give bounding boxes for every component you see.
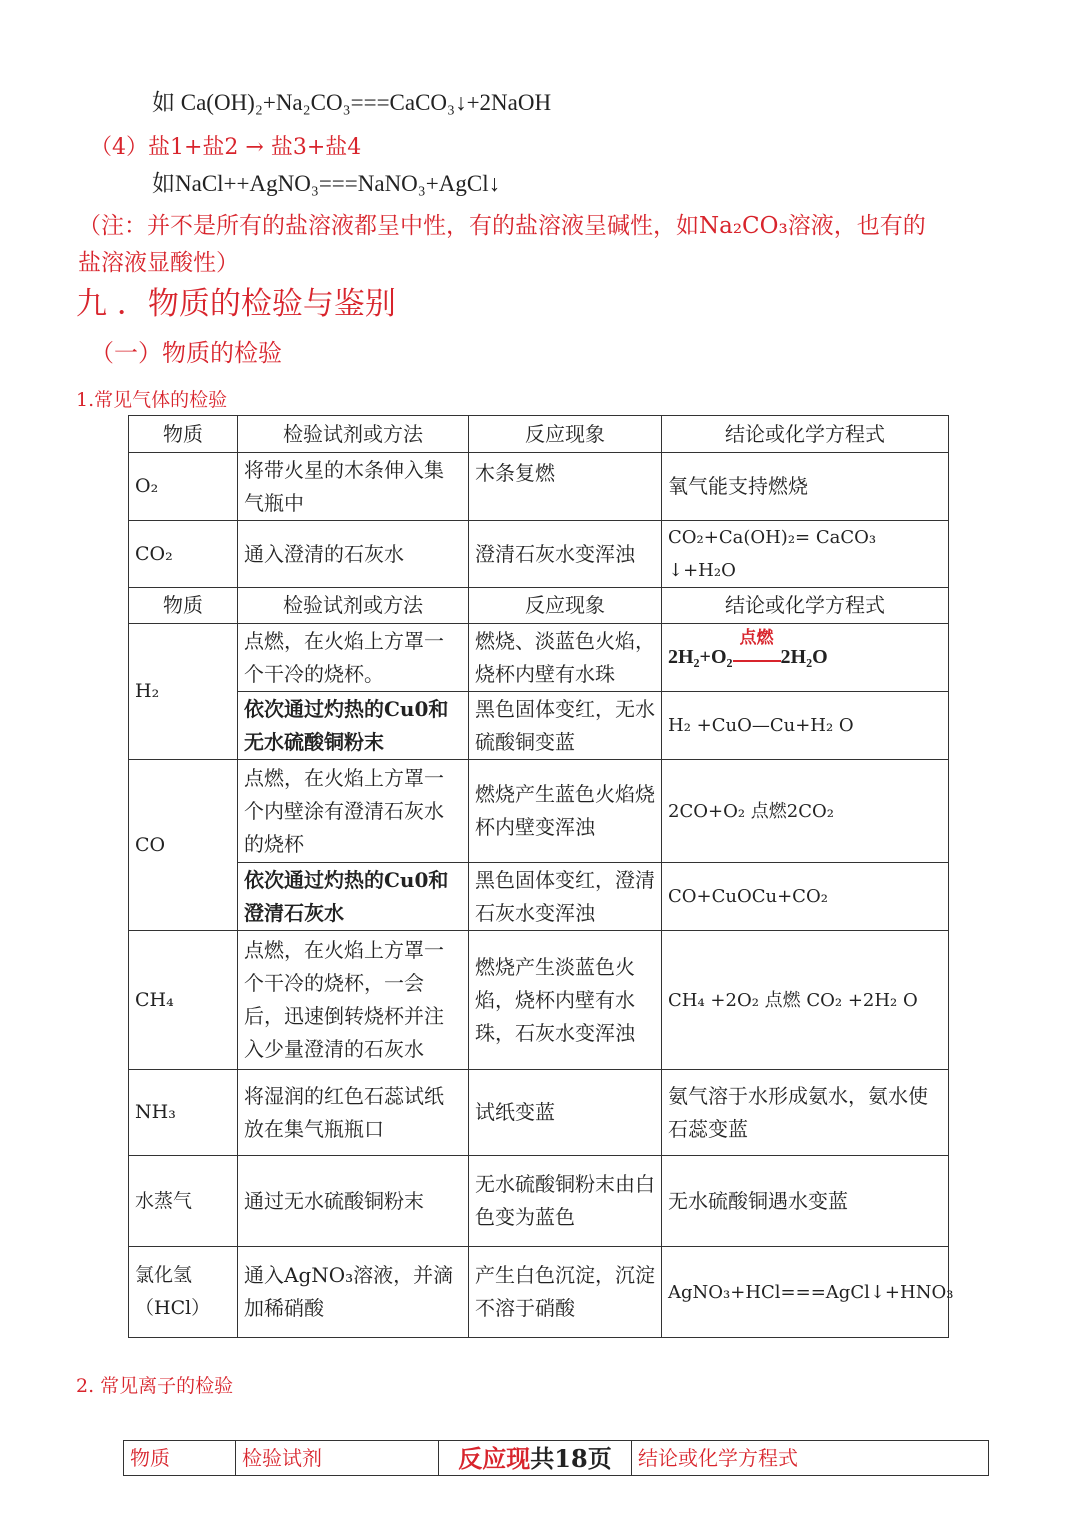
method-o2: 将带火星的木条伸入集气瓶中	[238, 453, 469, 521]
ion-header-substance: 物质	[124, 1441, 236, 1476]
method-co2: 通入澄清的石灰水	[238, 521, 469, 588]
method-hcl: 通入AgNO₃溶液，并滴加稀硝酸	[238, 1247, 469, 1338]
ion-test-table	[123, 1440, 989, 1476]
gas-test-table	[128, 415, 954, 1338]
table-row-co-reduction	[129, 863, 949, 931]
substance-o2: O₂	[129, 453, 238, 521]
substance-nh3: NH₃	[129, 1070, 238, 1156]
method-h2-combustion: 点燃，在火焰上方罩一个干冷的烧杯。	[238, 624, 469, 692]
conclusion-h2-combustion	[662, 624, 949, 692]
ion-header-conclusion: 结论或化学方程式	[632, 1441, 989, 1476]
table-header-row	[129, 416, 949, 453]
table-row-hcl	[129, 1247, 949, 1338]
example-equation-salt-base: 如 Ca(OH)₂+Na₂CO₃===CaCO₃↓+2NaOH	[152, 90, 552, 115]
ion-header-reagent: 检验试剂	[236, 1441, 439, 1476]
header-phenomenon: 反应现象	[469, 416, 662, 453]
page-count: 共18页	[530, 1443, 612, 1473]
ignition-condition	[733, 628, 781, 674]
conclusion-hcl: AgNO₃+HCl===AgCl↓+HNO₃	[662, 1247, 949, 1338]
subsection-title: （一）物质的检验	[90, 339, 282, 367]
phenomenon-o2: 木条复燃	[469, 453, 662, 521]
table-row-co-combustion	[129, 760, 949, 863]
substance-ch4: CH₄	[129, 931, 238, 1070]
ion-test-heading: 2. 常见离子的检验	[76, 1375, 234, 1397]
ion-header-phenomenon-label: 反应现	[458, 1443, 531, 1473]
phenomenon-co2: 澄清石灰水变浑浊	[469, 521, 662, 588]
conclusion-co-combustion: 2CO+O₂ 点燃2CO₂	[662, 760, 949, 863]
reaction-arrow-bar	[733, 654, 781, 662]
phenomenon-co-reduction: 黑色固体变红，澄清石灰水变浑浊	[469, 863, 662, 931]
phenomenon-nh3: 试纸变蓝	[469, 1070, 662, 1156]
phenomenon-hcl: 产生白色沉淀，沉淀不溶于硝酸	[469, 1247, 662, 1338]
substance-co: CO	[129, 760, 238, 931]
conclusion-co-reduction: CO+CuOCu+CO₂	[662, 863, 949, 931]
phenomenon-h2-reduction: 黑色固体变红，无水硫酸铜变蓝	[469, 692, 662, 760]
example-equation-salt-salt: 如NaCl++AgNO₃===NaNO₃+AgCl↓	[152, 171, 501, 196]
h2-equation-left: 2H₂+O₂	[668, 646, 733, 668]
table-row-h2-reduction	[129, 692, 949, 760]
table-header-row-repeat	[129, 588, 949, 624]
header-method-repeat: 检验试剂或方法	[238, 588, 469, 624]
phenomenon-h2-combustion: 燃烧、淡蓝色火焰，烧杯内壁有水珠	[469, 624, 662, 692]
method-ch4: 点燃，在火焰上方罩一个干冷的烧杯，一会后，迅速倒转烧杯并注入少量澄清的石灰水	[238, 931, 469, 1070]
conclusion-water-vapor: 无水硫酸铜遇水变蓝	[662, 1156, 949, 1247]
table-row-ch4	[129, 931, 949, 1070]
method-co-combustion: 点燃，在火焰上方罩一个内壁涂有澄清石灰水的烧杯	[238, 760, 469, 863]
section-title: 九 ．物质的检验与鉴别	[76, 286, 396, 322]
note-line-1: （注：并不是所有的盐溶液都呈中性，有的盐溶液呈碱性，如Na₂CO₃溶液，也有的	[78, 213, 926, 239]
substance-co2: CO₂	[129, 521, 238, 588]
note-line-2: 盐溶液显酸性）	[78, 250, 239, 276]
header-method: 检验试剂或方法	[238, 416, 469, 453]
header-substance-repeat: 物质	[129, 588, 238, 624]
header-substance: 物质	[129, 416, 238, 453]
table-row-h2-combustion	[129, 624, 949, 692]
substance-hcl-formula: （HCl）	[135, 1297, 211, 1319]
rule-salt-salt: （4）盐1+盐2 → 盐3+盐4	[90, 135, 362, 160]
substance-hcl-name: 氯化氢	[135, 1264, 193, 1286]
conclusion-o2: 氧气能支持燃烧	[662, 453, 949, 521]
method-h2-reduction: 依次通过灼热的Cu0和无水硫酸铜粉末	[238, 692, 469, 760]
method-nh3: 将湿润的红色石蕊试纸放在集气瓶瓶口	[238, 1070, 469, 1156]
conclusion-co2: CO₂+Ca(OH)₂= CaCO₃ ↓+H₂O	[662, 521, 949, 588]
substance-water-vapor: 水蒸气	[129, 1156, 238, 1247]
ignition-label: 点燃	[739, 628, 774, 647]
header-conclusion: 结论或化学方程式	[662, 416, 949, 453]
ion-header-phenomenon	[439, 1441, 632, 1476]
conclusion-ch4: CH₄ +2O₂ 点燃 CO₂ +2H₂ O	[662, 931, 949, 1070]
phenomenon-water-vapor: 无水硫酸铜粉末由白色变为蓝色	[469, 1156, 662, 1247]
phenomenon-co-combustion: 燃烧产生蓝色火焰烧杯内壁变浑浊	[469, 760, 662, 863]
gas-test-heading: 1.常见气体的检验	[76, 389, 228, 411]
conclusion-nh3: 氨气溶于水形成氨水，氨水使石蕊变蓝	[662, 1070, 949, 1156]
phenomenon-ch4: 燃烧产生淡蓝色火焰，烧杯内壁有水珠，石灰水变浑浊	[469, 931, 662, 1070]
table-row-co2	[129, 521, 949, 588]
header-phenomenon-repeat: 反应现象	[469, 588, 662, 624]
table-row-o2	[129, 453, 949, 521]
method-co-reduction: 依次通过灼热的Cu0和澄清石灰水	[238, 863, 469, 931]
table-row-nh3	[129, 1070, 949, 1156]
ion-table-header-row	[124, 1441, 989, 1476]
h2-equation-right: 2H₂O	[780, 646, 828, 668]
table-row-water-vapor	[129, 1156, 949, 1247]
conclusion-h2-reduction: H₂ +CuO—Cu+H₂ O	[662, 692, 949, 760]
method-water-vapor: 通过无水硫酸铜粉末	[238, 1156, 469, 1247]
header-conclusion-repeat: 结论或化学方程式	[662, 588, 949, 624]
substance-hcl	[129, 1247, 238, 1338]
substance-h2: H₂	[129, 624, 238, 760]
